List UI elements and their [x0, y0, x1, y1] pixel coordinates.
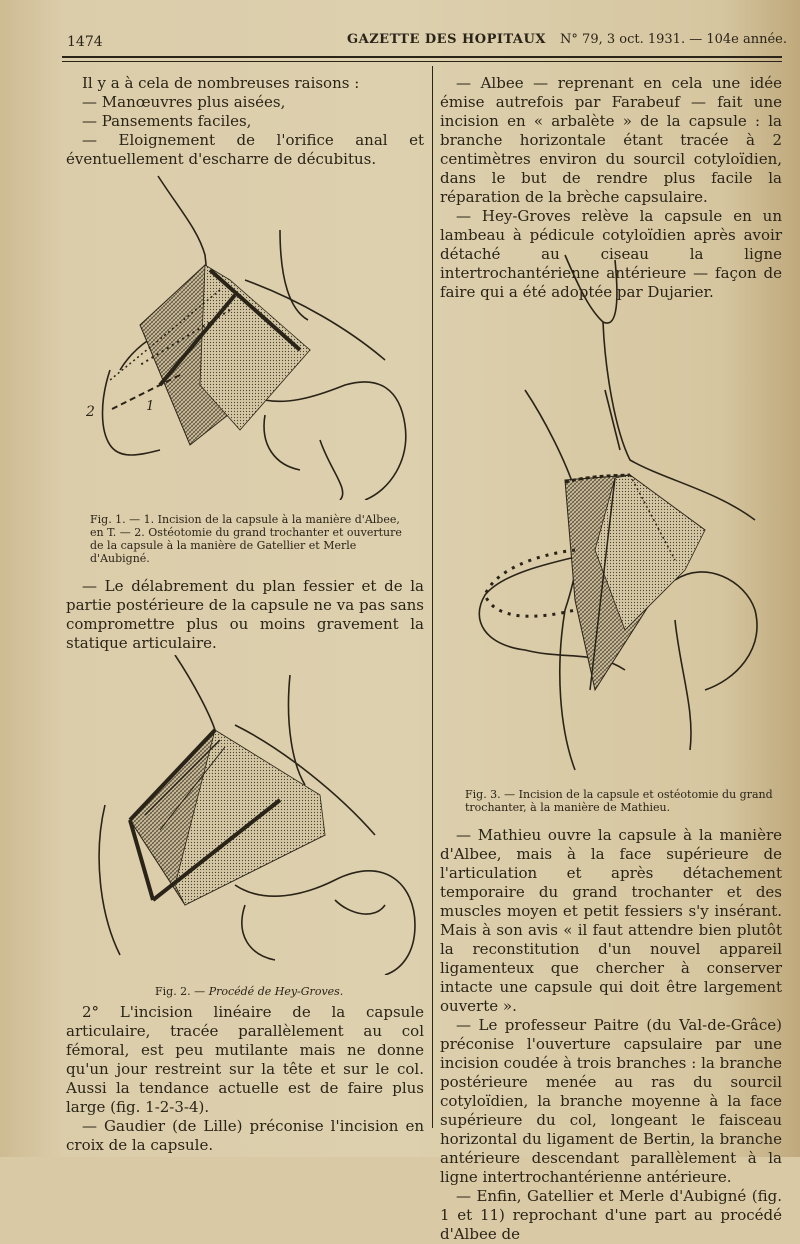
paragraph: — Hey-Groves relève la capsule en un lambeau à pédicule cotyloïdien après avoir détaché au ciseau la ligne intertrochantérienne antérieure — façon de faire qui a été adoptée par Dujarier.	[440, 207, 782, 301]
paragraph: — Le délabrement du plan fessier et de la partie postérieure de la capsule ne va pas sans compromettre plus ou moins gravement la statique articulaire.	[66, 577, 424, 652]
figure-3-caption: Fig. 3. — Incision de la capsule et ostéotomie du grand trochanter, à la manière de Mathieu.	[465, 788, 773, 814]
paragraph: Il y a à cela de nombreuses raisons :	[82, 74, 360, 92]
page-number: 1474	[67, 34, 103, 50]
right-bottom-text	[440, 826, 782, 1244]
issue-info: N° 79, 3 oct. 1931. — 104e année.	[560, 32, 787, 47]
paragraph: — Enfin, Gatellier et Merle d'Aubigné (fig. 1 et 11) reprochant d'une part au procédé d'Albee de	[440, 1187, 782, 1243]
list-item: — Manœuvres plus aisées,	[82, 93, 286, 111]
left-bottom-text	[66, 1003, 424, 1155]
paragraph: — Gaudier (de Lille) préconise l'incision en croix de la capsule.	[66, 1117, 424, 1154]
list-item: — Pansements faciles,	[82, 112, 252, 130]
figure-1-drawing	[80, 170, 420, 500]
column-divider	[432, 66, 433, 1128]
paragraph: — Le professeur Paitre (du Val-de-Grâce) préconise l'ouverture capsulaire par une incision coudée à trois branches : la branche postérieure menée au ras du sourcil cotyloïdien, la branche moyenne à la face supérieure du col, longeant le faisceau horizontal du ligament de Bertin, la branche antérieure descendant parallèlement à la ligne intertrochantérienne antérieure.	[440, 1016, 782, 1186]
journal-title: GAZETTE DES HOPITAUX	[347, 32, 546, 47]
fig1-label-2: 2	[86, 404, 95, 420]
header-rule-thin	[62, 61, 782, 62]
figure-2-caption	[155, 985, 405, 998]
figure-2-drawing	[85, 655, 420, 975]
figure-1-caption: Fig. 1. — 1. Incision de la capsule à la manière d'Albee, en T. — 2. Ostéotomie du grand trochanter et ouverture de la capsule à la manière de Gatellier et Merle d'Aubigné.	[90, 513, 402, 565]
left-intro-text	[66, 74, 424, 169]
list-item: — Eloignement de l'orifice anal et éventuellement d'escharre de décubitus.	[66, 131, 424, 168]
page-header	[62, 30, 787, 52]
figure-2-caption-prefix: Fig. 2. —	[155, 985, 206, 998]
left-middle-text	[66, 577, 424, 653]
figure-3-drawing	[465, 250, 780, 780]
paragraph: 2° L'incision linéaire de la capsule articulaire, tracée parallèlement au col fémoral, est peu mutilante mais ne donne qu'un jour restreint sur la tête et sur le col. Aussi la tendance actuelle est de faire plus large (fig. 1-2-3-4).	[66, 1003, 424, 1116]
paragraph: — Albee — reprenant en cela une idée émise autrefois par Farabeuf — fait une incision en « arbalète » de la capsule : la branche horizontale étant tracée à 2 centimètres environ du sourcil cotyloïdien, dans le but de rendre plus facile la réparation de la brèche capsulaire.	[440, 74, 782, 206]
paragraph: — Mathieu ouvre la capsule à la manière d'Albee, mais à la face supérieure de l'articulation et après détachement temporaire du grand trochanter et des muscles moyen et petit fessiers s'y insérant. Mais à son avis « il faut attendre bien plutôt la reconstitution d'un nouvel appareil ligamenteux que chercher à conserver intacte une capsule qui doit être largement ouverte ».	[440, 826, 782, 1015]
fig1-label-1: 1	[146, 399, 155, 414]
figure-2-caption-text: Procédé de Hey-Groves.	[208, 985, 344, 998]
header-rule	[62, 56, 782, 58]
